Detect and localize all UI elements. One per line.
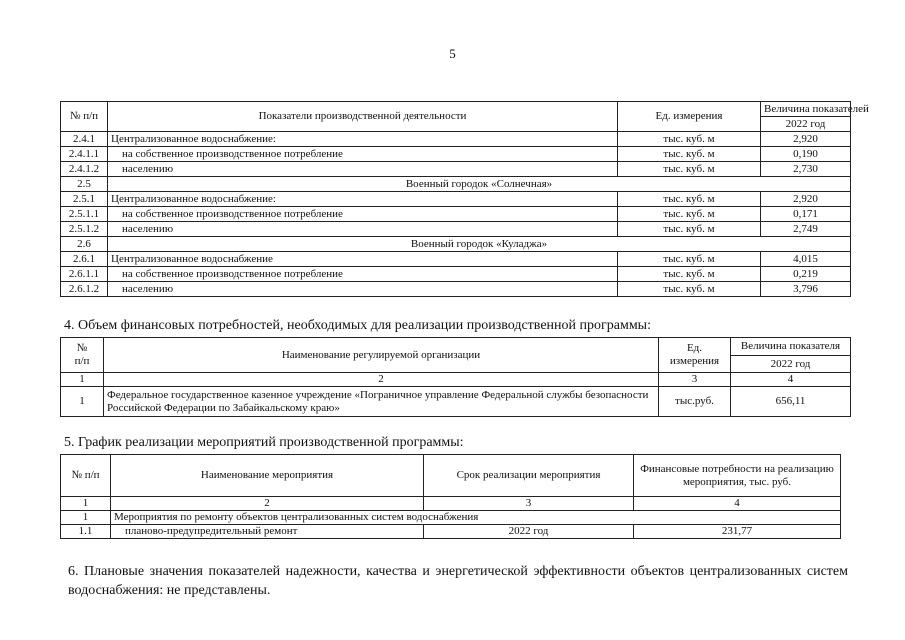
group-title: Мероприятия по ремонту объектов централизованных систем водоснабжения — [111, 511, 841, 525]
index-cell: 3 — [659, 373, 731, 387]
row-num: 2.6.1 — [61, 252, 108, 267]
col-header-year: 2022 год — [731, 356, 851, 373]
row-name: на собственное производственное потребление — [108, 147, 618, 162]
index-cell: 1 — [61, 373, 104, 387]
row-unit: тыс. куб. м — [618, 147, 761, 162]
row-finance: 231,77 — [634, 525, 841, 539]
col-header-term: Срок реализации мероприятия — [424, 455, 634, 497]
row-term: 2022 год — [424, 525, 634, 539]
col-header-unit: Ед. измерения — [618, 102, 761, 132]
col-header-value: Величина показателя — [731, 338, 851, 356]
col-header-indicator: Показатели производственной деятельности — [108, 102, 618, 132]
row-name: населению — [108, 222, 618, 237]
schedule-table — [60, 454, 841, 539]
table-row — [61, 525, 841, 539]
row-name: населению — [108, 162, 618, 177]
row-org: Федеральное государственное казенное учреждение «Пограничное управление Федеральной службы безопасности Российской Федерации по Забайкальскому краю» — [104, 387, 659, 417]
row-num: 2.6.1.1 — [61, 267, 108, 282]
row-unit: тыс. куб. м — [618, 267, 761, 282]
row-unit: тыс. куб. м — [618, 282, 761, 297]
col-header-unit-line1: Ед. — [686, 342, 703, 354]
row-name: на собственное производственное потребление — [108, 207, 618, 222]
row-num: 2.4.1.2 — [61, 162, 108, 177]
table-group-row — [61, 237, 851, 252]
table-row — [61, 387, 851, 417]
col-header-num-line1: № — [76, 342, 88, 354]
row-value: 3,796 — [761, 282, 851, 297]
table-row — [61, 132, 851, 147]
index-row — [61, 497, 841, 511]
col-header-unit — [659, 338, 731, 373]
row-num: 1 — [61, 387, 104, 417]
table-group-row — [61, 511, 841, 525]
col-header-num: № п/п — [61, 455, 111, 497]
index-cell: 2 — [111, 497, 424, 511]
section-6-text: 6. Плановые значения показателей надежности, качества и энергетической эффективности объектов централизованных систем водоснабжения: не представлены. — [68, 564, 848, 598]
col-header-org: Наименование регулируемой организации — [104, 338, 659, 373]
table-group-row — [61, 177, 851, 192]
col-header-num — [61, 338, 104, 373]
row-value: 0,219 — [761, 267, 851, 282]
index-cell: 4 — [731, 373, 851, 387]
section-5-title: 5. График реализации мероприятий производственной программы: — [64, 435, 464, 450]
col-header-num-line2: п/п — [74, 355, 90, 367]
group-title: Военный городок «Солнечная» — [108, 177, 851, 192]
row-value: 656,11 — [731, 387, 851, 417]
table-row — [61, 147, 851, 162]
row-unit: тыс. куб. м — [618, 162, 761, 177]
index-cell: 1 — [61, 497, 111, 511]
row-value: 2,920 — [761, 192, 851, 207]
row-num: 2.6 — [61, 237, 108, 252]
row-num: 2.4.1.1 — [61, 147, 108, 162]
row-value: 0,190 — [761, 147, 851, 162]
table-row — [61, 282, 851, 297]
row-num: 2.5 — [61, 177, 108, 192]
row-num: 2.5.1.1 — [61, 207, 108, 222]
table-row — [61, 222, 851, 237]
row-value: 2,749 — [761, 222, 851, 237]
row-unit: тыс. куб. м — [618, 207, 761, 222]
table-row — [61, 207, 851, 222]
table-row — [61, 267, 851, 282]
section-4-title: 4. Объем финансовых потребностей, необходимых для реализации производственной программы: — [64, 318, 651, 333]
row-num: 2.5.1 — [61, 192, 108, 207]
page-number: 5 — [449, 46, 456, 61]
index-cell: 3 — [424, 497, 634, 511]
index-cell: 2 — [104, 373, 659, 387]
col-header-unit-line2: измерения — [669, 355, 720, 367]
financial-needs-table — [60, 337, 851, 417]
row-num: 2.5.1.2 — [61, 222, 108, 237]
row-name: планово-предупредительный ремонт — [111, 525, 424, 539]
table-row — [61, 162, 851, 177]
row-value: 2,730 — [761, 162, 851, 177]
index-row — [61, 373, 851, 387]
col-header-finance: Финансовые потребности на реализацию мероприятия, тыс. руб. — [634, 455, 841, 497]
col-header-num: № п/п — [61, 102, 108, 132]
col-header-year: 2022 год — [761, 117, 851, 132]
row-value: 2,920 — [761, 132, 851, 147]
row-name: населению — [108, 282, 618, 297]
table-row — [61, 192, 851, 207]
row-num: 2.4.1 — [61, 132, 108, 147]
col-header-value: Величина показателей — [761, 102, 851, 117]
row-name: Централизованное водоснабжение — [108, 252, 618, 267]
row-value: 4,015 — [761, 252, 851, 267]
row-name: Централизованное водоснабжение: — [108, 192, 618, 207]
row-unit: тыс. куб. м — [618, 222, 761, 237]
table-row — [61, 252, 851, 267]
production-indicators-table — [60, 101, 869, 297]
row-unit: тыс. куб. м — [618, 192, 761, 207]
index-cell: 4 — [634, 497, 841, 511]
row-num: 1 — [61, 511, 111, 525]
row-num: 2.6.1.2 — [61, 282, 108, 297]
row-name: Централизованное водоснабжение: — [108, 132, 618, 147]
col-header-name: Наименование мероприятия — [111, 455, 424, 497]
row-name: на собственное производственное потребление — [108, 267, 618, 282]
row-num: 1.1 — [61, 525, 111, 539]
row-unit: тыс. куб. м — [618, 252, 761, 267]
row-value: 0,171 — [761, 207, 851, 222]
row-unit: тыс.руб. — [659, 387, 731, 417]
group-title: Военный городок «Куладжа» — [108, 237, 851, 252]
row-unit: тыс. куб. м — [618, 132, 761, 147]
